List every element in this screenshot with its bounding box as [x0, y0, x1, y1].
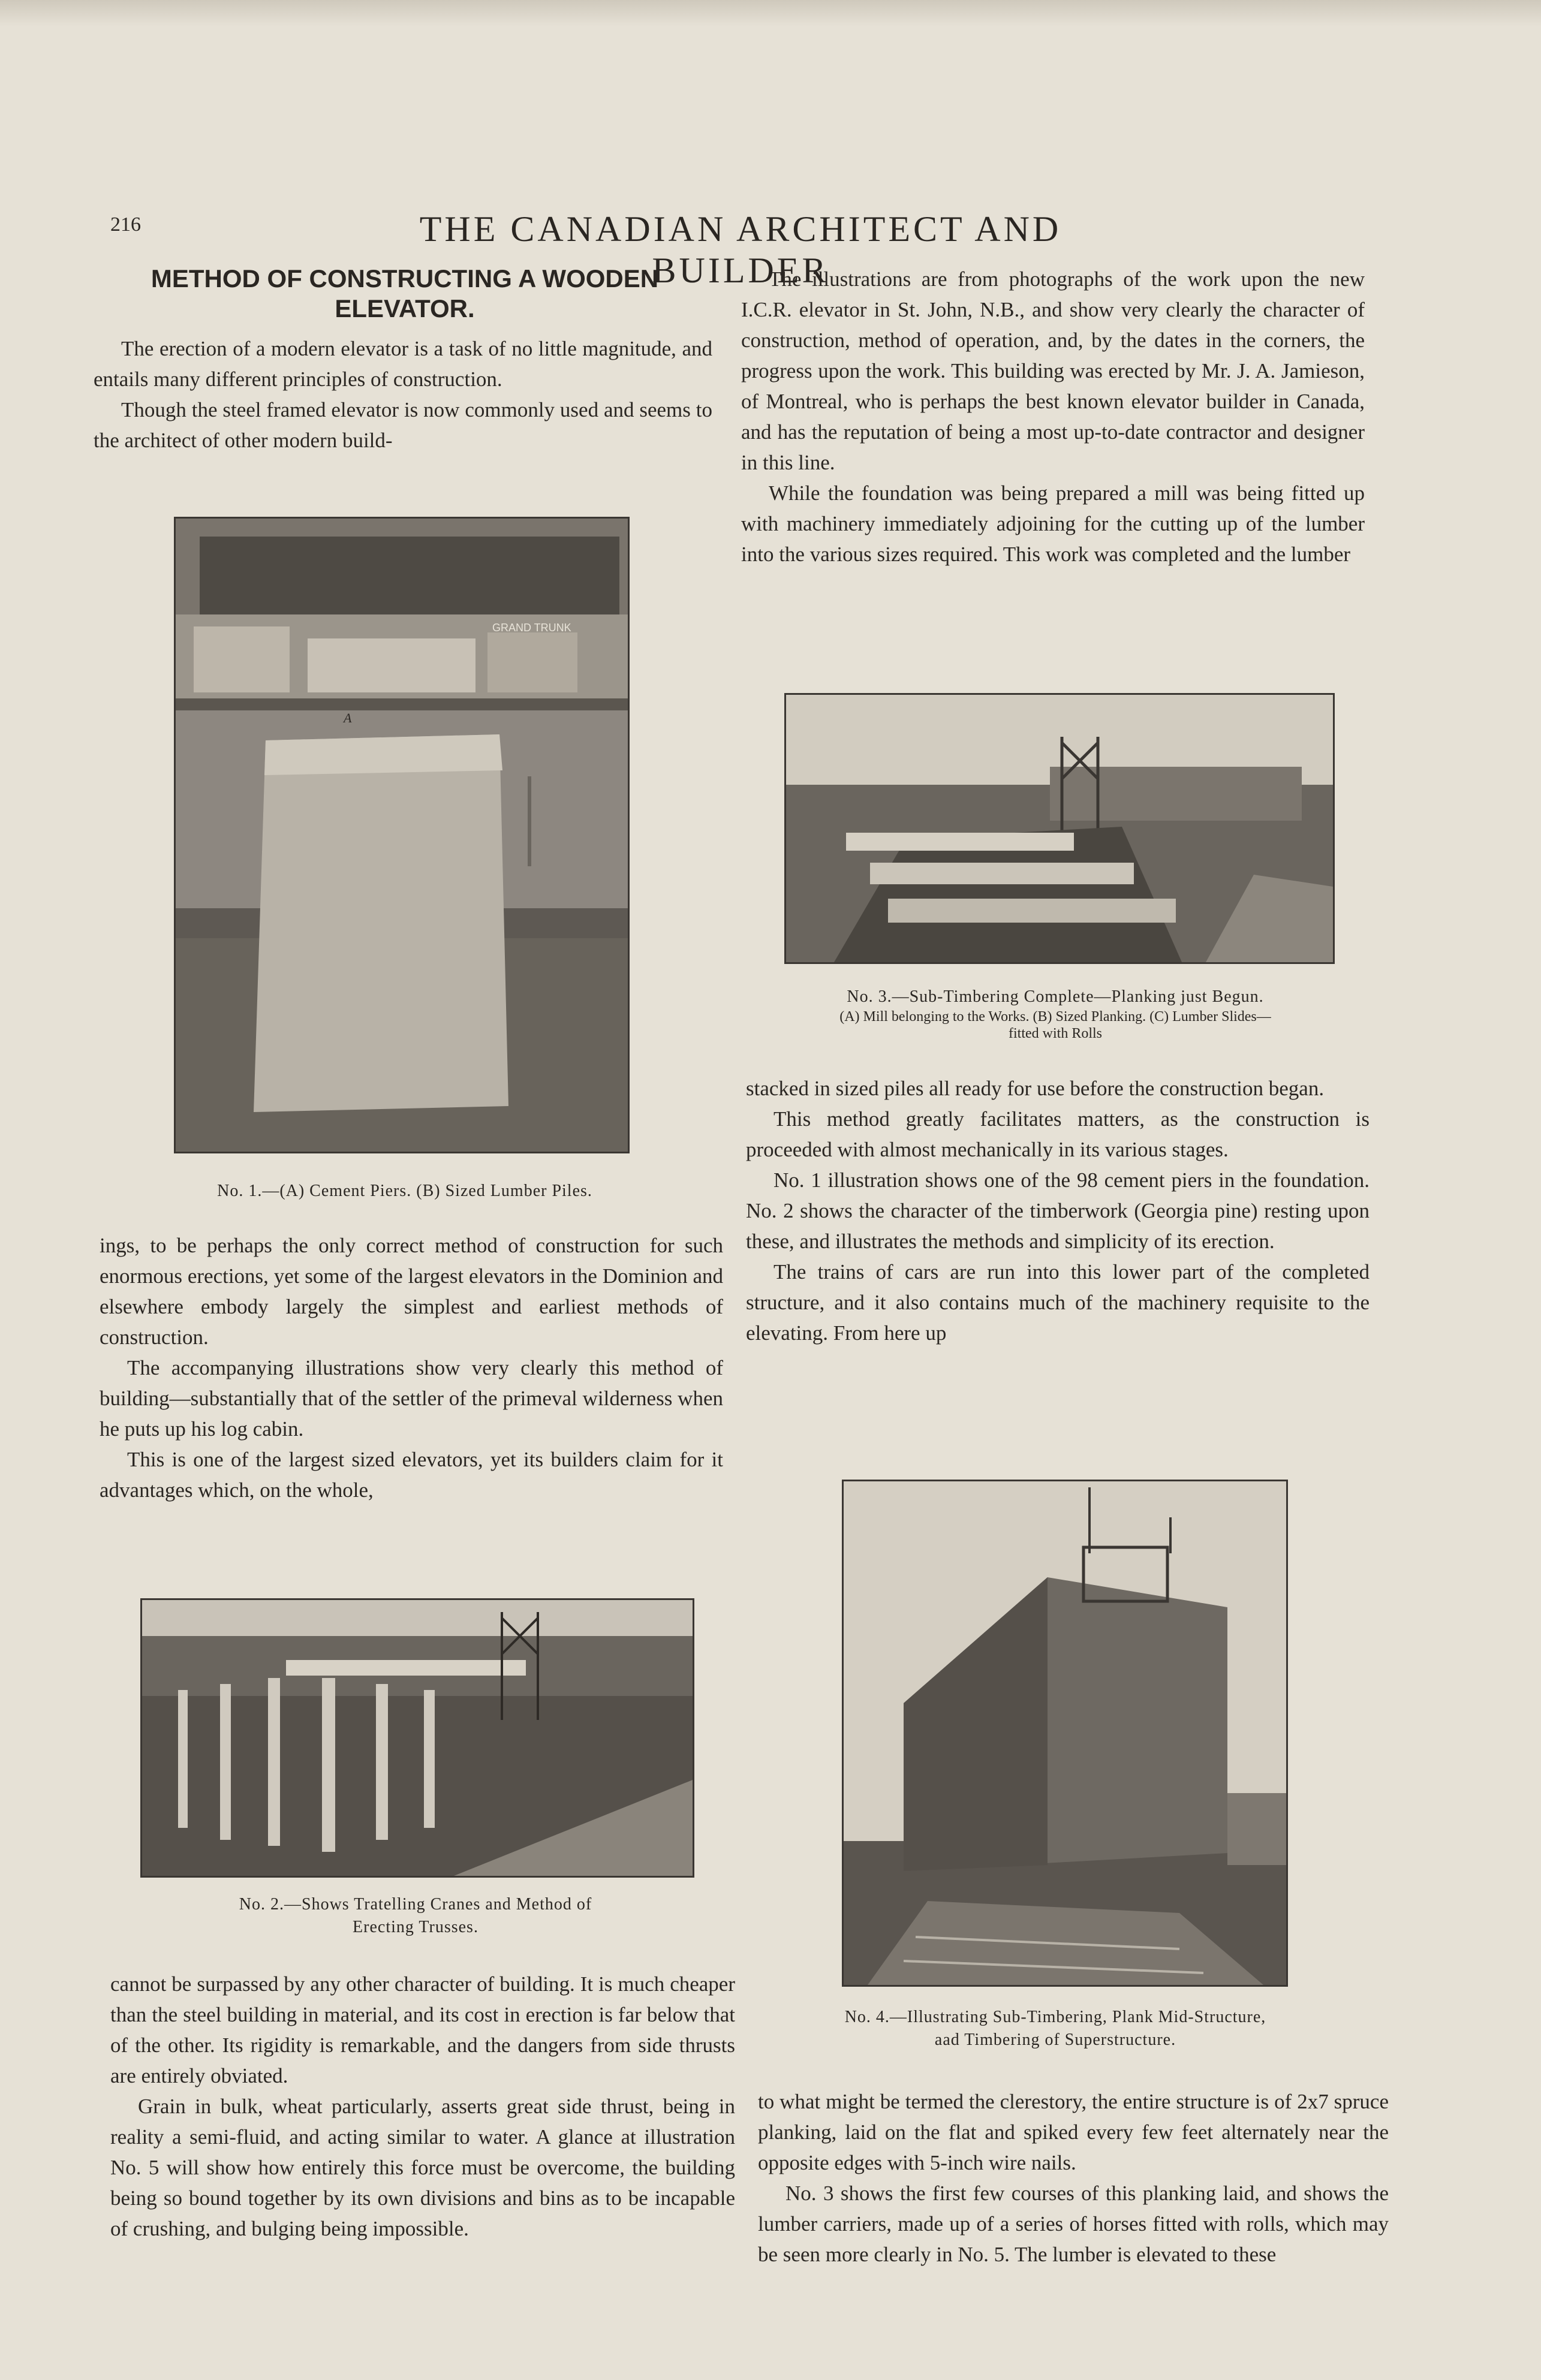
- left-text-block-3: [110, 1969, 735, 2244]
- paragraph: cannot be surpassed by any other character of building. It is much cheaper than the steel building in material, and its cost in erection is far below that of the other. Its rigidity is remarkable, and the dangers from side thrusts are entirely obviated.: [110, 1972, 735, 2087]
- paragraph: While the foundation was being prepared a mill was being fitted up with machinery immediately adjoining for the cutting up of the lumber into the various sizes required. This work was completed and the lumber: [741, 481, 1365, 566]
- figure-2-caption: [140, 1893, 691, 1939]
- paragraph: to what might be termed the clerestory, the entire structure is of 2x7 spruce planking, laid on the flat and spiked every few feet alternately near the opposite edges with 5-inch wire nails.: [758, 2090, 1389, 2174]
- figure-3-caption: [744, 986, 1367, 1042]
- left-text-block-1: [94, 333, 712, 456]
- paragraph: ings, to be perhaps the only correct method of construction for such enormous erections, yet some of the largest elevators in the Dominion and elsewhere embody largely the simplest and earliest methods of construction.: [100, 1234, 723, 1349]
- figure-1-photo: [174, 517, 630, 1153]
- right-text-block-3: [758, 2086, 1389, 2270]
- figure-2-photo: [140, 1598, 694, 1878]
- figure-2-caption-line-2: Erecting Trusses.: [353, 1918, 478, 1936]
- figure-1-caption: No. 1.—(A) Cement Piers. (B) Sized Lumber Piles.: [217, 1182, 592, 1200]
- figure-4-photo: [842, 1480, 1288, 1987]
- paragraph: No. 1 illustration shows one of the 98 cement piers in the foundation. No. 2 shows the character of the timberwork (Georgia pine) resting upon these, and illustrates the methods and simplicity of its erection.: [746, 1168, 1370, 1253]
- paragraph: The accompanying illustrations show very clearly this method of building—substantially that of the settler of the primeval wilderness when he puts up his log cabin.: [100, 1356, 723, 1441]
- page-number: 216: [110, 213, 141, 236]
- paragraph: The illustrations are from photographs of the work upon the new I.C.R. elevator in St. John, N.B., and show very clearly the character of construction, method of operation, and, by the dates in the corners, the progress upon the work. This building was erected by Mr. J. A. Jamieson, of Montreal, who is perhaps the best known elevator builder in Canada, and has the reputation of being a most up-to-date contractor and designer in this line.: [741, 267, 1365, 474]
- figure-2-caption-line-1: No. 2.—Shows Tratelling Cranes and Method of: [239, 1895, 592, 1914]
- paragraph: The trains of cars are run into this lower part of the completed structure, and it also contains much of the machinery requisite to the elevating. From here up: [746, 1260, 1370, 1345]
- figure-4-caption: [744, 2006, 1367, 2051]
- photo-sign-text: GRAND TRUNK: [492, 622, 571, 634]
- article-title-line-2: ELEVATOR.: [335, 294, 475, 323]
- paragraph: The erection of a modern elevator is a task of no little magnitude, and entails many different principles of construction.: [94, 337, 712, 391]
- right-text-block-1: [741, 264, 1365, 570]
- paragraph: stacked in sized piles all ready for use before the construction began.: [746, 1077, 1325, 1100]
- right-text-block-2: [746, 1073, 1370, 1348]
- figure-4-caption-line-1: No. 4.—Illustrating Sub-Timbering, Plank Mid-Structure,: [844, 2008, 1266, 2026]
- paragraph: Grain in bulk, wheat particularly, asserts great side thrust, being in reality a semi-fluid, and acting similar to water. A glance at illustration No. 5 will show how entirely this force must be overcome, the building being so bound together by its own divisions and bins as to be incapable of crushing, and bulging being impossible.: [110, 2095, 735, 2240]
- article-title: [84, 264, 726, 324]
- figure-3-caption-sub-2: fitted with Rolls: [1009, 1026, 1102, 1041]
- figure-3-caption-sub-1: (A) Mill belonging to the Works. (B) Sized Planking. (C) Lumber Slides—: [839, 1009, 1271, 1025]
- paragraph: This is one of the largest sized elevators, yet its builders claim for it advantages which, on the whole,: [100, 1448, 723, 1502]
- figure-4-caption-line-2: aad Timbering of Superstructure.: [934, 2030, 1176, 2049]
- paragraph: No. 3 shows the first few courses of this planking laid, and shows the lumber carriers, made up of a series of horses fitted with rolls, which may be seen more clearly in No. 5. The lumber is elevated to these: [758, 2182, 1389, 2266]
- left-text-block-2: [100, 1230, 723, 1505]
- photo-marker-a: A: [344, 710, 352, 725]
- paragraph: This method greatly facilitates matters, as the construction is proceeded with almost mechanically in its various stages.: [746, 1107, 1370, 1161]
- page-fold-edge: [0, 0, 1541, 26]
- figure-3-photo: [784, 693, 1335, 964]
- paragraph: Though the steel framed elevator is now commonly used and seems to the architect of other modern build-: [94, 398, 712, 452]
- journal-masthead: THE CANADIAN ARCHITECT AND BUILDER: [419, 209, 1062, 290]
- figure-3-caption-main: No. 3.—Sub-Timbering Complete—Planking just Begun.: [847, 987, 1264, 1006]
- article-title-line-1: METHOD OF CONSTRUCTING A WOODEN: [151, 264, 659, 293]
